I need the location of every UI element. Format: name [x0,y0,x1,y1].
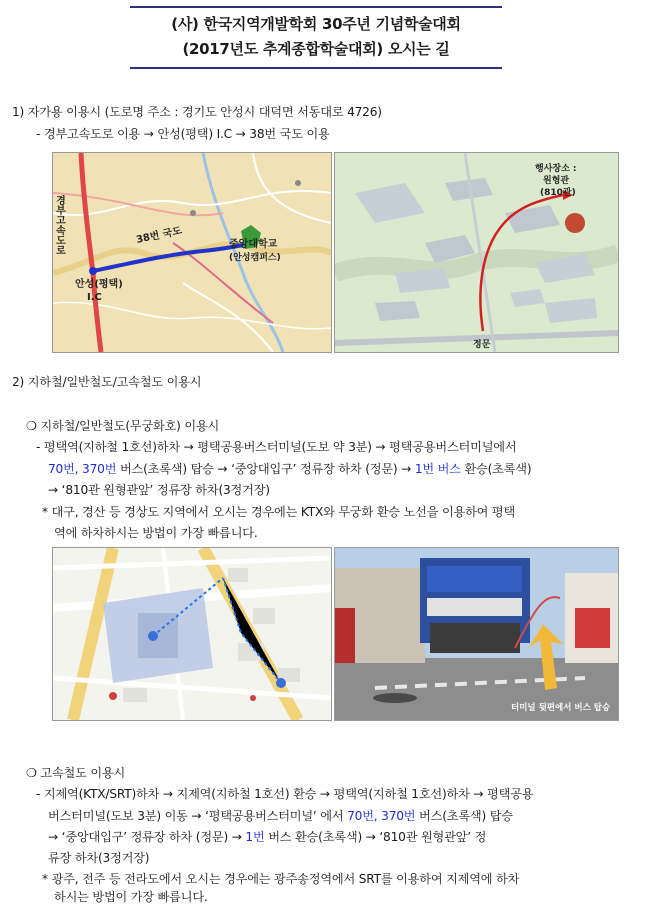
photo-caption: 터미널 뒷편에서 버스 탑승 [511,703,611,713]
title-block [130,6,502,69]
venue-label-2: 원형관 [543,176,570,186]
gate-label: 정문 [473,340,491,350]
road-label: 38번 국도 [135,225,184,246]
bus-numbers: 70번, 370번 [48,462,117,476]
page-title-line2: (2017년도 추계종합학술대회) 오시는 길 [182,40,450,58]
campus-label-2: (안성캠퍼스) [229,253,281,263]
section1-route: - 경부고속도로 이용 → 안성(평택) I.C → 38번 국도 이용 [36,127,330,141]
map-driving-route [52,152,332,353]
bus-1-2: 1번 [245,830,265,844]
sub1-note1: * 대구, 경산 등 경상도 지역에서 오시는 경우에는 KTX와 무궁화 환승 노선을 이용하여 평택 [42,505,516,519]
sub1-heading: ❍ 지하철/일반철도(무궁화호) 이용시 [26,419,220,433]
expressway-label: 경부고속도로 [53,195,65,255]
sub1-note2: 역에 하차하시는 방법이 가장 빠릅니다. [54,526,258,540]
venue-label-3: (810관) [540,188,576,198]
sub2-heading: ❍ 고속철도 이용시 [26,766,126,780]
sub2-line2: 버스터미널(도보 3분) 이동 → ‘평택공용버스터미널’ 에서 70번, 370번 버스(초록색) 탑승 [48,809,513,823]
section1-heading: 1) 자가용 이용시 (도로명 주소 : 경기도 안성시 대덕면 서동대로 4726) [12,105,382,119]
terminal-photo [334,547,619,721]
sub2-line4: 류장 하차(3정거장) [48,851,150,865]
title-rule-bottom [130,67,502,69]
venue-label-1: 행사장소 : [535,164,577,174]
ic-label-2: I.C [87,292,102,303]
sub2-note2: 하시는 방법이 가장 빠릅니다. [54,890,208,904]
station-map [52,547,332,721]
sub2-note1: * 광주, 전주 등 전라도에서 오시는 경우에는 광주송정역에서 SRT를 이용하여 지제역에 하차 [42,872,520,886]
sub2-line3: → ‘중앙대입구’ 정류장 하차 (정문) → 1번 버스 환승(초록색) → ‘810관 원형관앞’ 정 [48,830,487,844]
bus-numbers-2: 70번, 370번 [347,809,416,823]
campus-label-1: 중앙대학교 [229,239,278,250]
ic-label-1: 안성(평택) [75,279,123,290]
bus-1: 1번 버스 [414,462,461,476]
campus-map [334,152,619,353]
page-title-line1: (사) 한국지역개발학회 30주년 기념학술대회 [171,15,461,33]
title-rule-top [130,6,502,8]
section2-heading: 2) 지하철/일반철도/고속철도 이용시 [12,375,202,389]
sub2-line1: - 지제역(KTX/SRT)하차 → 지제역(지하철 1호선) 환승 → 평택역(지하철 1호선)하차 → 평택공용 [36,787,534,801]
sub1-line3: → ‘810관 원형관앞’ 정류장 하차(3정거장) [48,483,270,497]
sub1-line1: - 평택역(지하철 1호선)하차 → 평택공용버스터미널(도보 약 3분) → 평택공용버스터미널에서 [36,440,517,454]
sub1-line2: 70번, 370번 버스(초록색) 탑승 → ‘중앙대입구’ 정류장 하차 (정문) → 1번 버스 환승(초록색) [48,462,532,476]
